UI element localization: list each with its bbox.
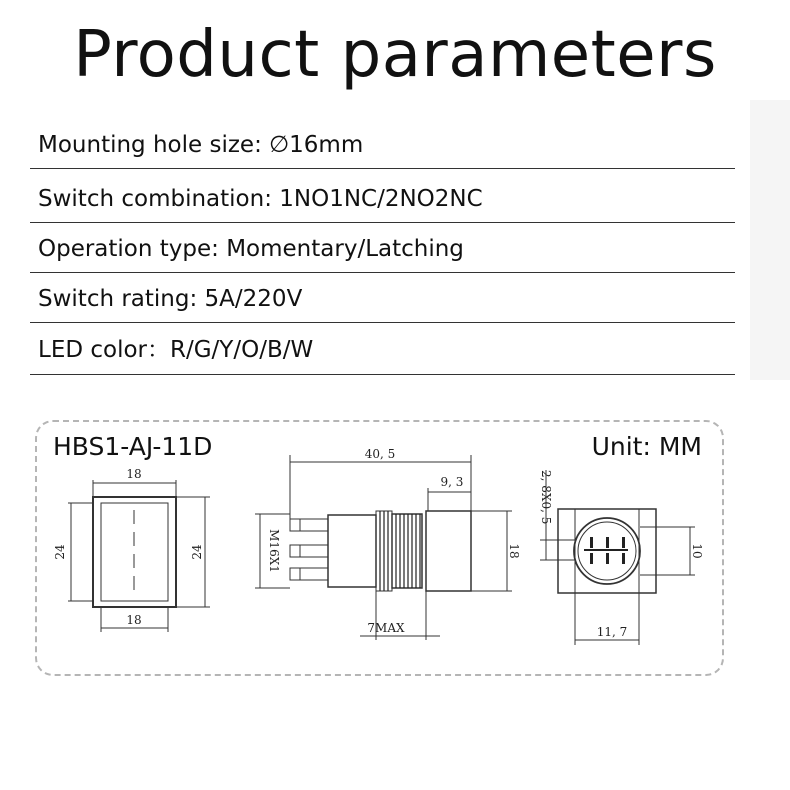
- param-text: Operation type: Momentary/Latching: [38, 236, 464, 262]
- rear-view: [540, 470, 695, 645]
- dim-thread: M16X1: [267, 529, 281, 573]
- dim-rear-width: 11, 7: [596, 625, 628, 639]
- page-title: Product parameters: [73, 18, 717, 92]
- rear-view-pins: [584, 537, 628, 564]
- dim-side-height: 18: [507, 543, 521, 559]
- dim-front-height-left: 24: [53, 544, 67, 560]
- param-text: Switch rating: 5A/220V: [38, 286, 303, 312]
- front-view: [68, 480, 210, 632]
- side-view-threads: [380, 511, 420, 591]
- dim-rear-height: 10: [690, 543, 704, 559]
- dim-side-cap: 9, 3: [440, 475, 464, 489]
- dim-max-depth: 7MAX: [367, 621, 405, 635]
- button-cap: [426, 511, 471, 591]
- dim-side-length: 40, 5: [364, 447, 396, 461]
- dim-rear-gap: 2, 8X0, 5: [539, 470, 553, 525]
- terminal-bottom: [290, 568, 328, 580]
- dim-front-width-top: 18: [126, 467, 142, 481]
- dim-front-height-right: 24: [190, 544, 204, 560]
- dim-front-width-bottom: 18: [126, 613, 142, 627]
- param-text: LED color：R/G/Y/O/B/W: [38, 337, 314, 363]
- switch-base: [328, 515, 376, 587]
- param-text: Switch combination: 1NO1NC/2NO2NC: [38, 186, 483, 212]
- param-text: Mounting hole size: ∅16mm: [38, 132, 364, 158]
- terminal-top: [290, 519, 328, 531]
- model-number: HBS1-AJ-11D: [53, 432, 213, 461]
- terminal-middle: [290, 545, 328, 557]
- unit-label: Unit: MM: [591, 432, 702, 461]
